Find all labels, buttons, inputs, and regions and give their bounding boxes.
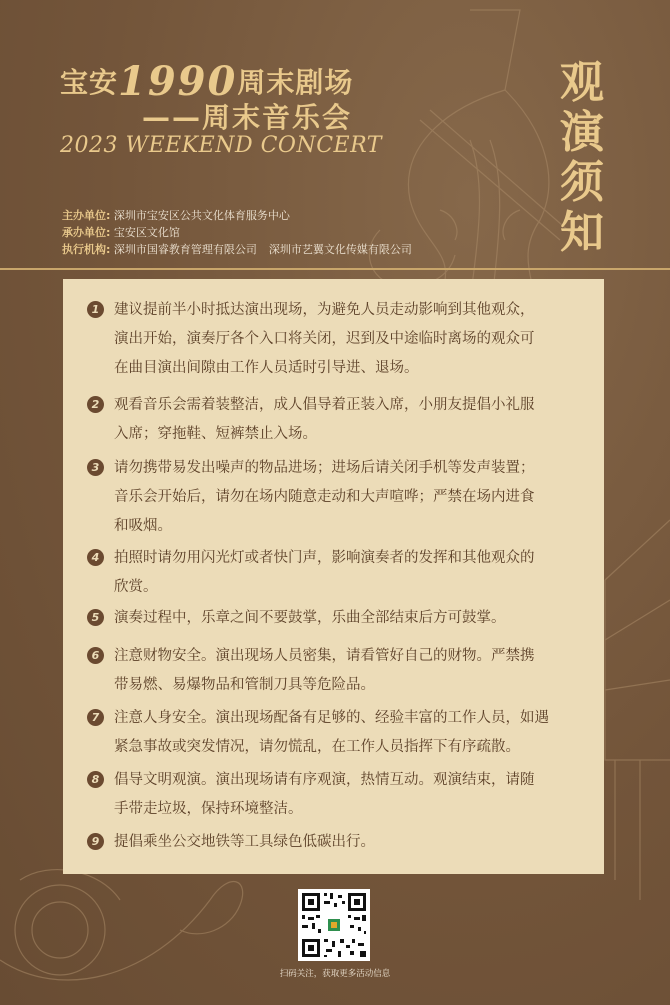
vertical-title-char: 须 [560,157,604,208]
notice-line: 演出开始，演奏厅各个入口将关闭，迟到及中途临时离场的观众可 [114,331,535,347]
qr-code-graphic [298,889,370,961]
english-title: 2023 WEEKEND CONCERT [60,133,382,158]
notice-number-badge: 7 [87,709,104,726]
vertical-title-char: 演 [560,107,604,158]
divider [0,268,670,270]
notice-line: 请勿携带易发出噪声的物品进场；进场后请关闭手机等发声装置； [114,460,535,476]
vertical-title-char: 观 [560,57,604,108]
piano-illustration [605,520,670,900]
notice-line: 注意财物安全。演出现场人员密集，请看管好自己的财物。严禁携 [114,648,535,664]
organizer-line [62,224,180,240]
notice-line: 欣赏。 [114,579,158,595]
notice-item [92,391,592,449]
notice-line: 拍照时请勿用闪光灯或者快门声，影响演奏者的发挥和其他观众的 [114,550,535,566]
host-label: 主办单位: [62,209,111,222]
notice-item [92,454,592,541]
notice-item [92,766,592,824]
title-year: 1990 [118,58,238,105]
notice-number-badge: 4 [87,549,104,566]
notice-number-badge: 8 [87,771,104,788]
notice-number-badge: 6 [87,647,104,664]
notice-number-badge: 2 [87,396,104,413]
notice-number-badge: 9 [87,833,104,850]
qr-caption: 扫码关注，获取更多活动信息 [279,969,391,979]
notice-line: 带易燃、易爆物品和管制刀具等危险品。 [114,677,375,693]
notice-line: 注意人身安全。演出现场配备有足够的、经验丰富的工作人员，如遇 [114,710,549,726]
vertical-title-char: 知 [560,207,604,258]
title-suffix: 周末剧场 [237,66,354,99]
notice-line: 建议提前半小时抵达演出现场，为避免人员走动影响到其他观众， [114,302,535,318]
title-prefix: 宝安 [60,66,119,99]
vertical-title [552,58,612,258]
notice-line: 提倡乘坐公交地铁等工具绿色低碳出行。 [114,834,375,850]
notice-line: 和吸烟。 [114,518,172,534]
notice-item [92,828,592,857]
notice-item [92,604,592,633]
notice-line: 观看音乐会需着装整洁，成人倡导着正装入席，小朋友提倡小礼服 [114,397,535,413]
executor-label: 执行机构: [62,243,111,256]
organizer-label: 承办单位: [62,226,111,239]
horn-illustration [0,870,243,980]
page-subtitle: ——周末音乐会 [142,101,353,134]
notice-number-badge: 5 [87,609,104,626]
notice-item [92,642,592,700]
executor-name-1: 深圳市国睿教育管理有限公司 [113,243,257,256]
notice-line: 紧急事故或突发情况，请勿慌乱，在工作人员指挥下有序疏散。 [114,739,520,755]
notice-item [92,704,592,762]
executor-line [62,241,412,257]
qr-code-icon[interactable] [298,889,370,961]
notice-line: 演奏过程中，乐章之间不要鼓掌，乐曲全部结束后方可鼓掌。 [114,610,506,626]
notice-item [92,544,592,602]
notice-line: 在曲目演出间隙由工作人员适时引导进、退场。 [114,360,419,376]
notice-number-badge: 3 [87,459,104,476]
notice-line: 入席；穿拖鞋、短裤禁止入场。 [114,426,317,442]
notice-item [92,296,592,383]
host-line [62,207,290,223]
notice-line: 音乐会开始后，请勿在场内随意走动和大声喧哗；严禁在场内进食 [114,489,535,505]
notice-number-badge: 1 [87,301,104,318]
organizer-name: 宝安区文化馆 [113,226,180,239]
notice-line: 倡导文明观演。演出现场请有序观演，热情互动。观演结束，请随 [114,772,535,788]
notice-line: 手带走垃圾，保持环境整洁。 [114,801,303,817]
host-name: 深圳市宝安区公共文化体育服务中心 [113,209,290,222]
executor-name-2: 深圳市艺翼文化传媒有限公司 [268,243,412,256]
